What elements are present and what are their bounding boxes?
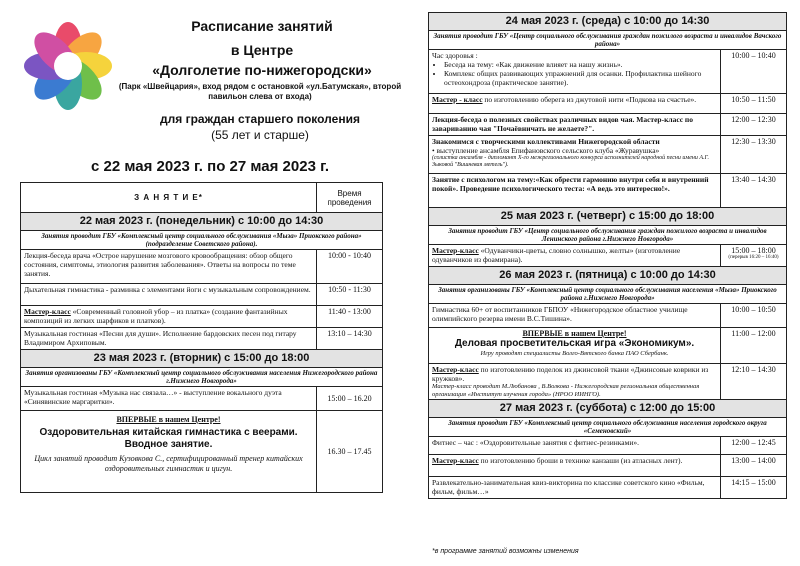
schedule-title: Расписание занятий — [191, 18, 333, 34]
special-activity-cell — [429, 328, 721, 364]
activity-text: «Одуванчики-цветы, словно солнышко, желты» (изготовление одуванчиков из фоамирана). — [432, 246, 681, 264]
activity-text: Знакомимся с творческими коллективами Нижегородской области — [432, 137, 660, 146]
activity-lead: Мастер-класс — [432, 365, 479, 374]
day-header: 23 мая 2023 г. (вторник) с 15:00 до 18:00 — [21, 350, 383, 368]
activity-cell: Лекция-беседа врача «Острое нарушение мозгового кровообращения: обзор общего состояния, симптомы, этиология развития заболевания». Ответы на вопросы по теме занятия. — [21, 250, 317, 284]
activity-cell: Музыкальная гостиная «Песни для души». Исполнение бардовских песен под гитару Владимиром Архиповым. — [21, 328, 317, 350]
activity-lead: Мастер-класс — [24, 307, 71, 316]
organizer-note: Занятия проводит ГБУ «Комплексный центр социального обслуживания «Мыза» Приокского района» (подразделение Советского района). — [21, 231, 383, 250]
activity-cell — [429, 245, 721, 267]
organizer-note: Занятия проводит ГБУ «Центр социального обслуживания граждан пожилого возраста и инвалидов Ленинского района г.Нижнего Новгорода» — [429, 226, 787, 245]
organizer-note: Занятия организованы ГБУ «Комплексный центр социального обслуживания населения «Мыза» Приокского района г.Нижнего Новгорода» — [429, 285, 787, 304]
activity-sub-text: выступление ансамбля Епифановского сельского клуба «Журавушка» — [436, 146, 660, 155]
activity-text: по изготовлению поделок из джинсовой ткани «Джинсовые коврики из кружков». — [432, 365, 709, 383]
activity-column-header: З А Н Я Т И Е* — [21, 183, 317, 213]
activity-desc: Мастер-класс проводит М.Любанова , В.Волкова - Нижегородская региональная общественная организация «Институт изучения города» (НРОО ИИНГО). — [432, 383, 700, 398]
audience-label: для граждан старшего поколения — [160, 112, 360, 126]
activity-cell — [21, 306, 317, 328]
schedule-table-right — [428, 12, 787, 499]
longevity-logo — [24, 20, 112, 112]
activity-text: по изготовлению оберега из джутовой нити «Подкова на счастье». — [482, 95, 697, 104]
first-time-badge: ВПЕРВЫЕ в нашем Центре! — [116, 415, 221, 424]
activity-cell — [429, 364, 721, 400]
time-cell: 14:15 – 15:00 — [721, 477, 787, 499]
time-cell: 10:00 - 10:40 — [317, 250, 383, 284]
time-cell: 13:40 – 14:30 — [721, 174, 787, 208]
break-note: (перерыв 16:20 – 16:40) — [728, 255, 779, 260]
time-cell: 15:00 – 16.20 — [317, 387, 383, 411]
activity-cell: Музыкальная гостиная «Музыка нас связала…» - выступление вокального дуэта «Синявинские маргаритки». — [21, 387, 317, 411]
age-label: (55 лет и старше) — [211, 128, 309, 142]
center-label: в Центре — [230, 42, 294, 58]
center-name: «Долголетие по-нижегородски» — [152, 62, 372, 78]
special-title: Деловая просветительская игра «Экономикум». — [454, 338, 695, 349]
time-cell: 13:00 – 14:00 — [721, 455, 787, 477]
footnote: *в программе занятий возможны изменения — [432, 548, 579, 555]
time-cell: 12:00 – 12:45 — [721, 437, 787, 455]
special-desc: Цикл занятий проводит Кузовкова С., сертифицированный тренер китайских оздоровительных гимнастик и цигун. — [34, 454, 303, 473]
time-cell: 16.30 – 17.45 — [317, 411, 383, 493]
special-title: Оздоровительная китайская гимнастика с веерами. Вводное занятие. — [39, 427, 298, 450]
activity-lead: Мастер - класс — [432, 95, 483, 104]
schedule-table-left — [20, 182, 383, 493]
activity-text: «Современный головной убор – из платка» (создание фантазийных композиций из легких шарфиков и платков). — [24, 307, 288, 325]
activity-lead: Мастер-класс — [432, 246, 479, 255]
activity-cell — [429, 455, 721, 477]
day-header: 27 мая 2023 г. (суббота) с 12:00 до 15:00 — [429, 400, 787, 418]
time-cell: 10:50 – 11:50 — [721, 94, 787, 114]
day-header: 22 мая 2023 г. (понедельник) с 10:00 до 14:30 — [21, 213, 383, 231]
day-header: 25 мая 2023 г. (четверг) с 15:00 до 18:00 — [429, 208, 787, 226]
time-column-header: Время проведения — [317, 183, 383, 213]
activity-text: по изготовлению броши в технике канзаши (из атласных лент). — [478, 456, 683, 465]
location-note: (Парк «Швейцария», вход рядом с остановкой «ул.Батумская», второй павильон слева от входа) — [118, 82, 402, 101]
activity-cell: Дыхательная гимнастика - разминка с элементами йоги с музыкальным сопровождением. — [21, 284, 317, 306]
time-cell: 13:10 – 14:30 — [317, 328, 383, 350]
list-item: • Беседа на тему: «Как движение влияет на нашу жизнь». — [444, 60, 717, 69]
activity-cell: Гимнастика 60+ от воспитанников ГБПОУ «Нижегородское областное училище олимпийского резерва имени В.С.Тишина». — [429, 304, 721, 328]
activity-cell: Занятие с психологом на тему:«Как обрести гармонию внутри себя и внутренний покой». Проведение психологического теста: «А ведь это интересно!». — [429, 174, 721, 208]
activity-lead: Мастер-класс — [432, 456, 479, 465]
organizer-note: Занятия проводит ГБУ «Комплексный центр социального обслуживания населения городского округа «Семеновский» — [429, 418, 787, 437]
activity-cell — [429, 94, 721, 114]
special-activity-cell — [21, 411, 317, 493]
activity-cell: Фитнес – час : «Оздоровительные занятия с фитнес-резинками». — [429, 437, 721, 455]
activity-cell — [429, 136, 721, 174]
time-value: 15:00 – 18:00 — [731, 246, 776, 255]
time-cell: 10:50 - 11:30 — [317, 284, 383, 306]
time-cell: 11:00 – 12:00 — [721, 328, 787, 364]
list-item: • Комплекс общих развивающих упражнений для осанки. Профилактика шейного остеохондроза (практическое занятие). — [444, 69, 717, 87]
activity-cell — [429, 50, 721, 94]
day-header: 24 мая 2023 г. (среда) с 10:00 до 14:30 — [429, 13, 787, 31]
date-range: с 22 мая 2023 г. по 27 мая 2023 г. — [91, 158, 329, 175]
day-header: 26 мая 2023 г. (пятница) с 10:00 до 14:30 — [429, 267, 787, 285]
time-cell: 10:00 – 10:50 — [721, 304, 787, 328]
activity-small: (солистка ансамбля - дипломант X-го межрегионального конкурса исполнителей народной песни имени А.Г. Зыковой "Вишневая метель"). — [432, 155, 709, 168]
time-cell: 12:30 – 13:30 — [721, 136, 787, 174]
special-desc: Игру проводят специалисты Волго-Вятского банка ПАО Сбербанк. — [480, 350, 669, 357]
time-cell: 10:00 – 10:40 — [721, 50, 787, 94]
activity-cell: Развлекательно-занимательная квиз-викторина по классике советского кино «Фильм, фильм, фильм…» — [429, 477, 721, 499]
activity-cell: Лекция-беседа о полезных свойствах различных видов чая. Мастер-класс по завариванию чая "Почаёвничать не желаете?". — [429, 114, 721, 136]
organizer-note: Занятия организованы ГБУ «Комплексный центр социального обслуживания населения Нижегородского района г.Нижнего Новгорода» — [21, 368, 383, 387]
first-time-badge: ВПЕРВЫЕ в нашем Центре! — [522, 329, 627, 338]
activity-sub: • выступление ансамбля Епифановского сельского клуба «Журавушка» — [432, 146, 660, 155]
time-cell — [721, 245, 787, 267]
time-cell: 12:00 – 12:30 — [721, 114, 787, 136]
organizer-note: Занятия проводит ГБУ «Центр социального обслуживания граждан пожилого возраста и инвалидов Вачского района» — [429, 31, 787, 50]
health-hour-label: Час здоровья : — [432, 51, 478, 60]
time-cell: 12:10 – 14:30 — [721, 364, 787, 400]
time-cell: 11:40 - 13:00 — [317, 306, 383, 328]
